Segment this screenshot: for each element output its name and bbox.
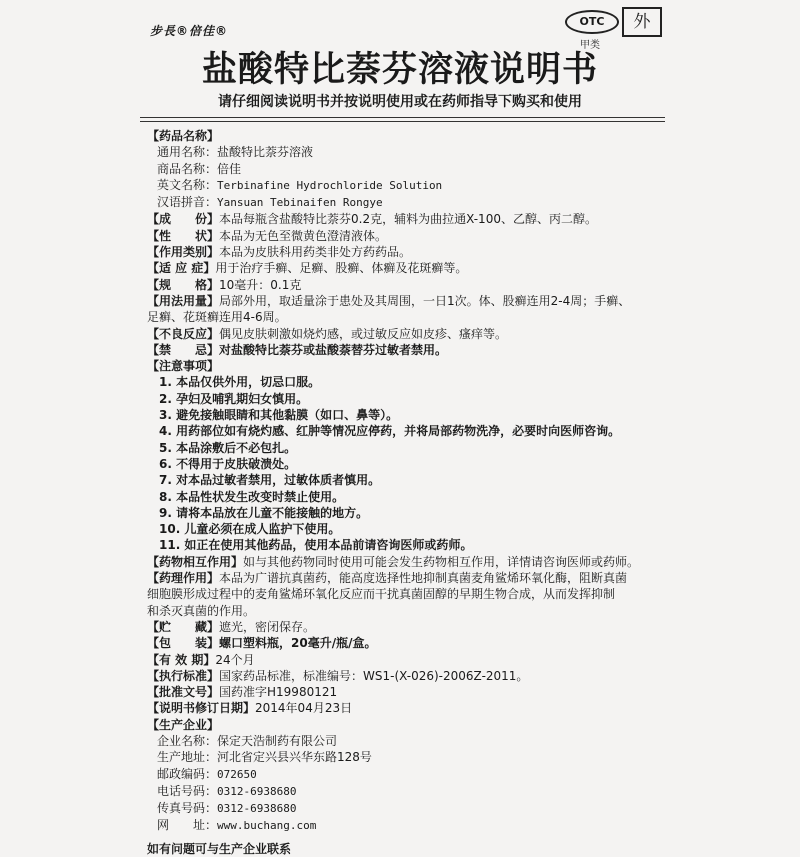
postcode-label: 邮政编码： xyxy=(157,766,218,781)
fax-value: 0312-6938680 xyxy=(217,802,297,816)
postcode-value: 072650 xyxy=(217,767,257,781)
storage-label: 【贮 藏】 xyxy=(147,619,220,634)
generic-name-label: 通用名称： xyxy=(157,145,218,160)
company-name-value: 保定天浩制药有限公司 xyxy=(217,733,338,748)
precaution-item: 4. 用药部位如有烧灼感、红肿等情况应停药，并将局部药物洗净，必要时向医师咨询。 xyxy=(159,424,621,439)
pharmacology-line-1: 本品为广谱抗真菌药，能高度选择性地抑制真菌麦角鲨烯环氧化酶，阻断真菌 xyxy=(219,571,628,586)
fax-label: 传真号码： xyxy=(157,801,218,816)
adverse-value: 偶见皮肤刺激如烧灼感，或过敏反应如皮疹、瘙痒等。 xyxy=(219,326,508,341)
document-subtitle: 请仔细阅读说明书并按说明使用或在药师指导下购买和使用 xyxy=(218,94,582,110)
top-divider-double xyxy=(140,121,665,122)
approval-label: 【批准文号】 xyxy=(147,685,220,700)
website-value: www.buchang.com xyxy=(217,819,317,833)
adverse-label: 【不良反应】 xyxy=(147,326,220,341)
pinyin-value: Yansuan Tebinaifen Rongye xyxy=(217,196,383,210)
properties-value: 本品为无色至微黄色澄清液体。 xyxy=(219,228,388,243)
specification-value: 10毫升：0.1克 xyxy=(219,277,302,292)
interactions-label: 【药物相互作用】 xyxy=(147,554,244,569)
website-label: 网 址： xyxy=(157,818,218,833)
pinyin-label: 汉语拼音： xyxy=(157,195,218,210)
approval-value: 国药准字H19980121 xyxy=(219,685,338,700)
address-label: 生产地址： xyxy=(157,750,218,765)
precaution-item: 7. 对本品过敏者禁用，过敏体质者慎用。 xyxy=(159,473,381,488)
precaution-item: 8. 本品性状发生改变时禁止使用。 xyxy=(159,489,345,504)
trade-name-value: 倍佳 xyxy=(217,161,242,176)
phone-value: 0312-6938680 xyxy=(217,784,297,798)
manufacturer-heading: 【生产企业】 xyxy=(147,717,220,732)
document-title: 盐酸特比萘芬溶液说明书 xyxy=(201,50,598,90)
drug-name-heading: 【药品名称】 xyxy=(147,129,220,143)
phone-label: 电话号码： xyxy=(157,783,218,798)
specification-label: 【规 格】 xyxy=(147,277,220,292)
precautions-section xyxy=(147,358,687,554)
indications-label: 【适 应 症】 xyxy=(147,261,216,276)
interactions-value: 如与其他药物同时使用可能会发生药物相互作用，详情请咨询医师或药师。 xyxy=(243,554,640,569)
contraindications-label: 【禁 忌】 xyxy=(147,342,220,357)
company-name-label: 企业名称： xyxy=(157,733,218,748)
english-name-label: 英文名称： xyxy=(157,177,218,192)
external-use-mark: 外 xyxy=(622,7,662,37)
otc-badge: OTC xyxy=(565,10,619,34)
precaution-item: 5. 本品涂敷后不必包扎。 xyxy=(159,440,297,455)
storage-value: 遮光，密闭保存。 xyxy=(219,619,316,634)
otc-class-label: 甲类 xyxy=(580,40,600,51)
indications-value: 用于治疗手癣、足癣、股癣、体癣及花斑癣等。 xyxy=(215,261,468,276)
top-divider xyxy=(140,117,665,118)
standard-value: 国家药品标准，标准编号：WS1-(X-026)-2006Z-2011。 xyxy=(219,668,529,683)
usage-line-2: 足癣、花斑癣连用4-6周。 xyxy=(147,310,287,325)
category-value: 本品为皮肤科用药类非处方药药品。 xyxy=(219,245,412,260)
leaflet-body xyxy=(147,128,687,857)
manufacturer-section xyxy=(147,717,687,835)
precaution-item: 6. 不得用于皮肤破溃处。 xyxy=(159,456,297,471)
pharmacology-label: 【药理作用】 xyxy=(147,571,220,586)
revision-label: 【说明书修订日期】 xyxy=(147,701,256,716)
usage-line-1: 局部外用，取适量涂于患处及其周围，一日1次。体、股癣连用2-4周；手癣、 xyxy=(219,293,631,308)
footer-note: 如有问题可与生产企业联系 xyxy=(147,841,292,856)
pharmacology-line-2: 细胞膜形成过程中的麦角鲨烯环氧化反应而干扰真菌固醇的早期生物合成，从而发挥抑制 xyxy=(147,587,616,602)
english-name-value: Terbinafine Hydrochloride Solution xyxy=(217,178,443,192)
standard-label: 【执行标准】 xyxy=(147,668,220,683)
generic-name-value: 盐酸特比萘芬溶液 xyxy=(217,145,314,160)
precaution-item: 3. 避免接触眼睛和其他黏膜（如口、鼻等）。 xyxy=(159,408,399,423)
precaution-item: 11. 如正在使用其他药品，使用本品前请咨询医师或药师。 xyxy=(159,538,473,553)
trade-name-label: 商品名称： xyxy=(157,161,218,176)
validity-label: 【有 效 期】 xyxy=(147,652,216,667)
category-label: 【作用类别】 xyxy=(147,245,220,260)
pharmacology-line-3: 和杀灭真菌的作用。 xyxy=(147,603,256,618)
validity-value: 24个月 xyxy=(215,652,255,667)
precaution-item: 9. 请将本品放在儿童不能接触的地方。 xyxy=(159,505,369,520)
address-value: 河北省定兴县兴华东路128号 xyxy=(217,750,372,765)
drug-name-section xyxy=(147,128,687,211)
precautions-heading: 【注意事项】 xyxy=(147,359,220,374)
contraindications-value: 对盐酸特比萘芬或盐酸萘替芬过敏者禁用。 xyxy=(219,342,448,357)
precaution-item: 2. 孕妇及哺乳期妇女慎用。 xyxy=(159,391,309,406)
precaution-item: 1. 本品仅供外用，切忌口服。 xyxy=(159,375,321,390)
properties-label: 【性 状】 xyxy=(147,228,220,243)
brand-logo: 步長®倍佳® xyxy=(150,24,229,38)
precaution-item: 10. 儿童必须在成人监护下使用。 xyxy=(159,522,341,537)
composition-label: 【成 份】 xyxy=(147,212,220,227)
usage-label: 【用法用量】 xyxy=(147,293,220,308)
packaging-label: 【包 装】 xyxy=(147,636,220,651)
composition-value: 本品每瓶含盐酸特比萘芬0.2克，辅料为曲拉通X-100、乙醇、丙二醇。 xyxy=(219,212,597,227)
revision-value: 2014年04月23日 xyxy=(255,701,353,716)
packaging-value: 螺口塑料瓶，20毫升/瓶/盒。 xyxy=(219,636,377,651)
